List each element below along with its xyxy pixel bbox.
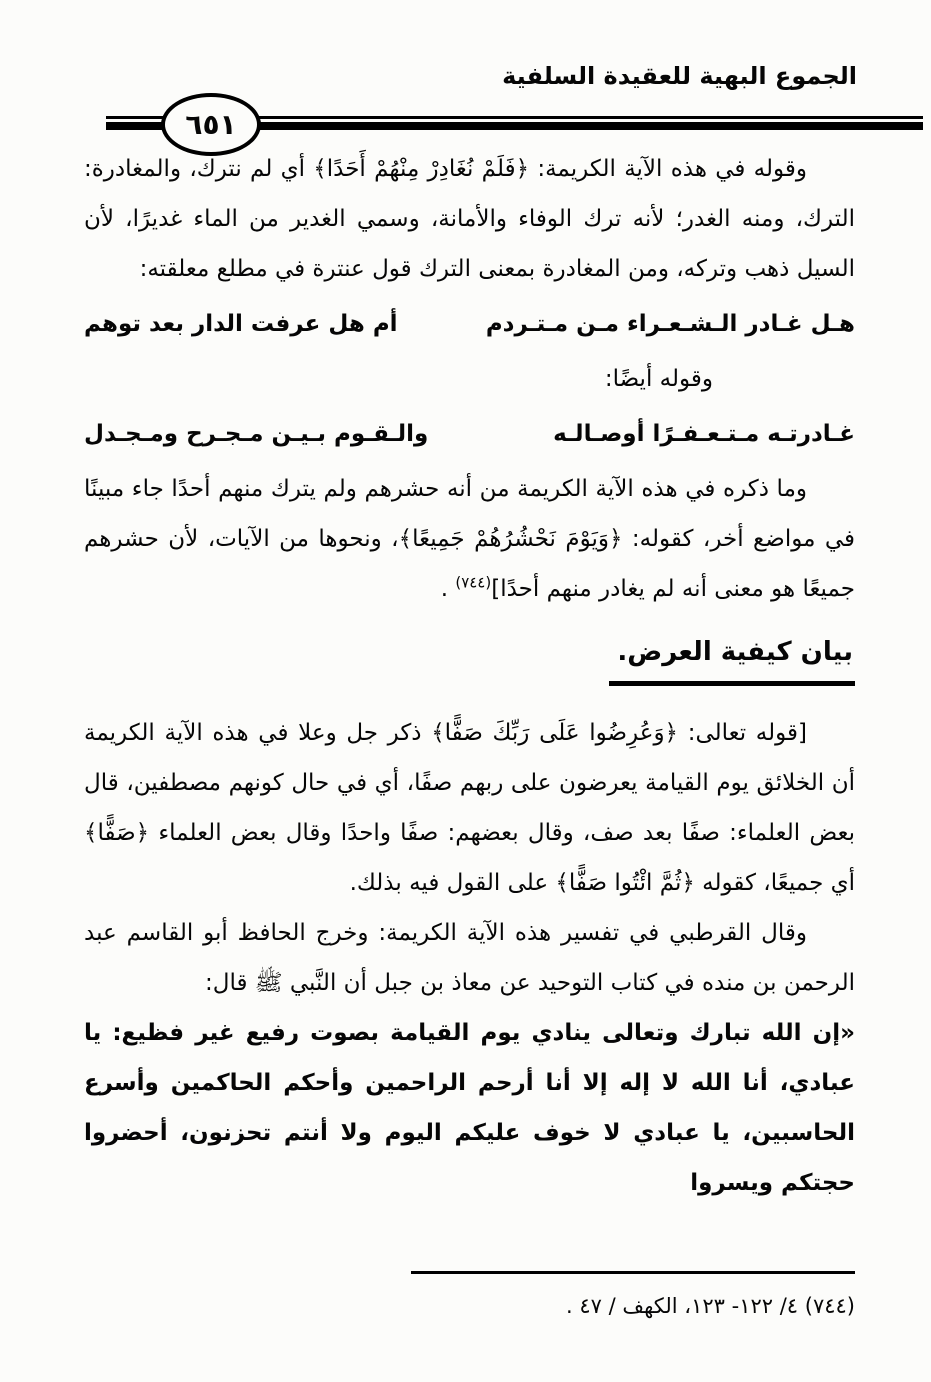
text-segment: وقوله أيضًا: — [604, 366, 713, 392]
text-segment: [قوله تعالى: ﴿وَعُرِضُوا عَلَى رَبِّكَ صَفًّا﴾ ذكر جل وعلا في هذه الآية الكريمة أن الخلائق يوم القيامة يعرضون على ربهم صفًا، أي في حال كونهم مصطفين، قال بعض العلماء: صفًا بعد صف، وقال بعضهم: صفًا واحدًا وقال بعض العلماء ﴿صَفًّا﴾ أي جميعًا، كقوله ﴿ثُمَّ ائْتُوا صَفًّا﴾ على القول فيه بذلك. — [84, 720, 855, 896]
hemistich-first: غـادرتـه مـتـعـفـرًا أوصـالـه — [553, 421, 855, 447]
poetry-verse — [84, 299, 855, 349]
text-segment: وقال القرطبي في تفسير هذه الآية الكريمة: وخرج الحافظ أبو القاسم عبد الرحمن بن منده في كتاب التوحيد عن معاذ بن جبل أن النَّبي ﷺ قال: — [84, 920, 855, 996]
body-paragraph — [84, 908, 855, 1008]
footnote-area — [84, 1271, 855, 1324]
hemistich-second: أم هل عرفت الدار بعد توهم — [84, 311, 398, 337]
body-paragraph — [84, 354, 855, 404]
page-title: الجموع البهية للعقيدة السلفية — [502, 62, 857, 90]
body-paragraph — [84, 464, 855, 614]
poetry-verse — [84, 409, 855, 459]
section-heading-text: بيان كيفية العرض. — [609, 632, 855, 686]
footnote-text: (٧٤٤) ٤/ ١٢٢- ١٢٣، الكهف / ٤٧ . — [566, 1294, 855, 1319]
body-paragraph — [84, 144, 855, 294]
section-heading — [84, 632, 855, 686]
body-paragraph — [84, 708, 855, 908]
text-segment: «إن الله تبارك وتعالى ينادي يوم القيامة بصوت رفيع غير فظيع: يا عبادي، أنا الله لا إله إلا أنا أرحم الراحمين وأحكم الحاكمين وأسرع الحاسبين، يا عبادي لا خوف عليكم اليوم ولا أنتم تحزنون، أحضروا حجتكم ويسروا — [84, 1020, 855, 1196]
hemistich-first: هـل غـادر الـشـعـراء مـن مـتـردم — [485, 311, 855, 337]
hemistich-second: والـقـوم بـيـن مـجـرح ومـجـدل — [84, 421, 429, 447]
page-number-badge — [161, 93, 261, 156]
text-segment: وقوله في هذه الآية الكريمة: ﴿فَلَمْ نُغَادِرْ مِنْهُمْ أَحَدًا﴾ أي لم نترك، والمغادرة: الترك، ومنه الغدر؛ لأنه ترك الوفاء والأمانة، وسمي الغدير من الماء غديرًا، لأن السيل ذهب وتركه، ومن المغادرة بمعنى الترك قول عنترة في مطلع معلقته: — [84, 156, 855, 282]
footnote-divider — [411, 1271, 855, 1274]
text-segment: . — [440, 576, 456, 602]
page-number: ٦٥١ — [185, 108, 237, 141]
footnote-marker: (٧٤٤) — [455, 573, 492, 592]
hadith-text — [84, 1008, 855, 1208]
page-body — [84, 144, 855, 1208]
text-segment: وما ذكره في هذه الآية الكريمة من أنه حشرهم ولم يترك منهم أحدًا جاء مبينًا في مواضع أخر، كقوله: ﴿وَيَوْمَ نَحْشُرُهُمْ جَمِيعًا﴾، ونحوها من الآيات، لأن حشرهم جميعًا هو معنى أنه لم يغادر منهم أحدًا] — [84, 476, 855, 602]
